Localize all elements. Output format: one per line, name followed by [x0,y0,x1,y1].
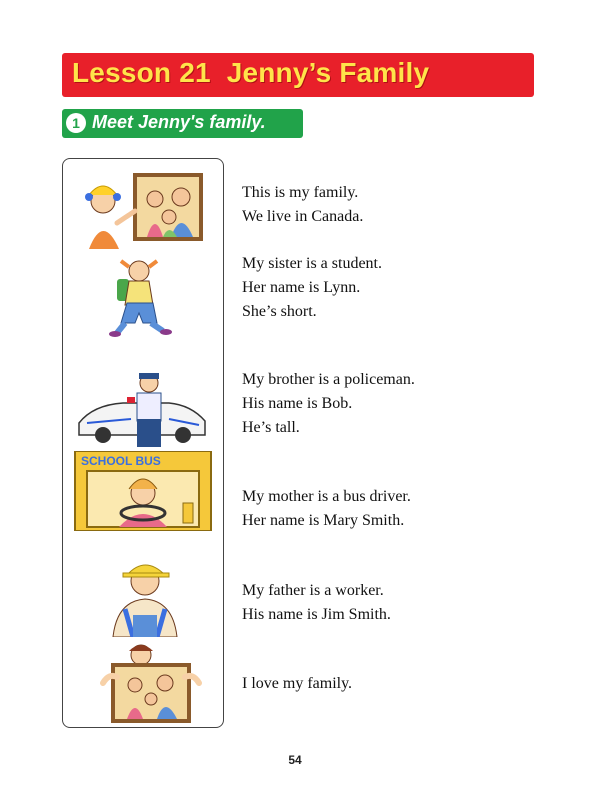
text-line: This is my family. [242,184,359,201]
lesson-title: Lesson 21 Jenny’s Family [72,57,430,88]
text-line: He’s tall. [242,419,300,436]
bus-sign-text: SCHOOL BUS [81,454,161,468]
section-number: 1 [66,113,86,133]
lesson-title-bar [62,53,534,97]
worker-illustration [73,557,213,637]
text-line: We live in Canada. [242,208,364,225]
panel-text-1 [242,181,562,229]
page-number: 54 [288,753,302,767]
girl-hugging-portrait-illustration [73,643,213,723]
illustration-column [62,158,224,728]
panel-text-3 [242,368,562,440]
section-title: Meet Jenny's family. [92,112,266,132]
panel-text-6 [242,672,562,696]
text-line: I love my family. [242,675,353,692]
panel-text-2 [242,252,562,324]
text-line: My father is a worker. [242,582,384,599]
text-line: She’s short. [242,303,317,320]
text-line: His name is Jim Smith. [242,606,391,623]
policeman-car-illustration [73,371,213,451]
section-badge [62,109,303,138]
text-line: My mother is a bus driver. [242,488,411,505]
sister-student-illustration [73,257,213,337]
panel-text-4 [242,485,562,533]
panel-text-5 [242,579,562,627]
text-line: My sister is a student. [242,255,382,272]
bus-driver-illustration [73,451,213,531]
text-line: Her name is Lynn. [242,279,361,296]
family-portrait-illustration [73,171,213,251]
text-line: My brother is a policeman. [242,371,415,388]
text-line: His name is Bob. [242,395,353,412]
text-line: Her name is Mary Smith. [242,512,405,529]
